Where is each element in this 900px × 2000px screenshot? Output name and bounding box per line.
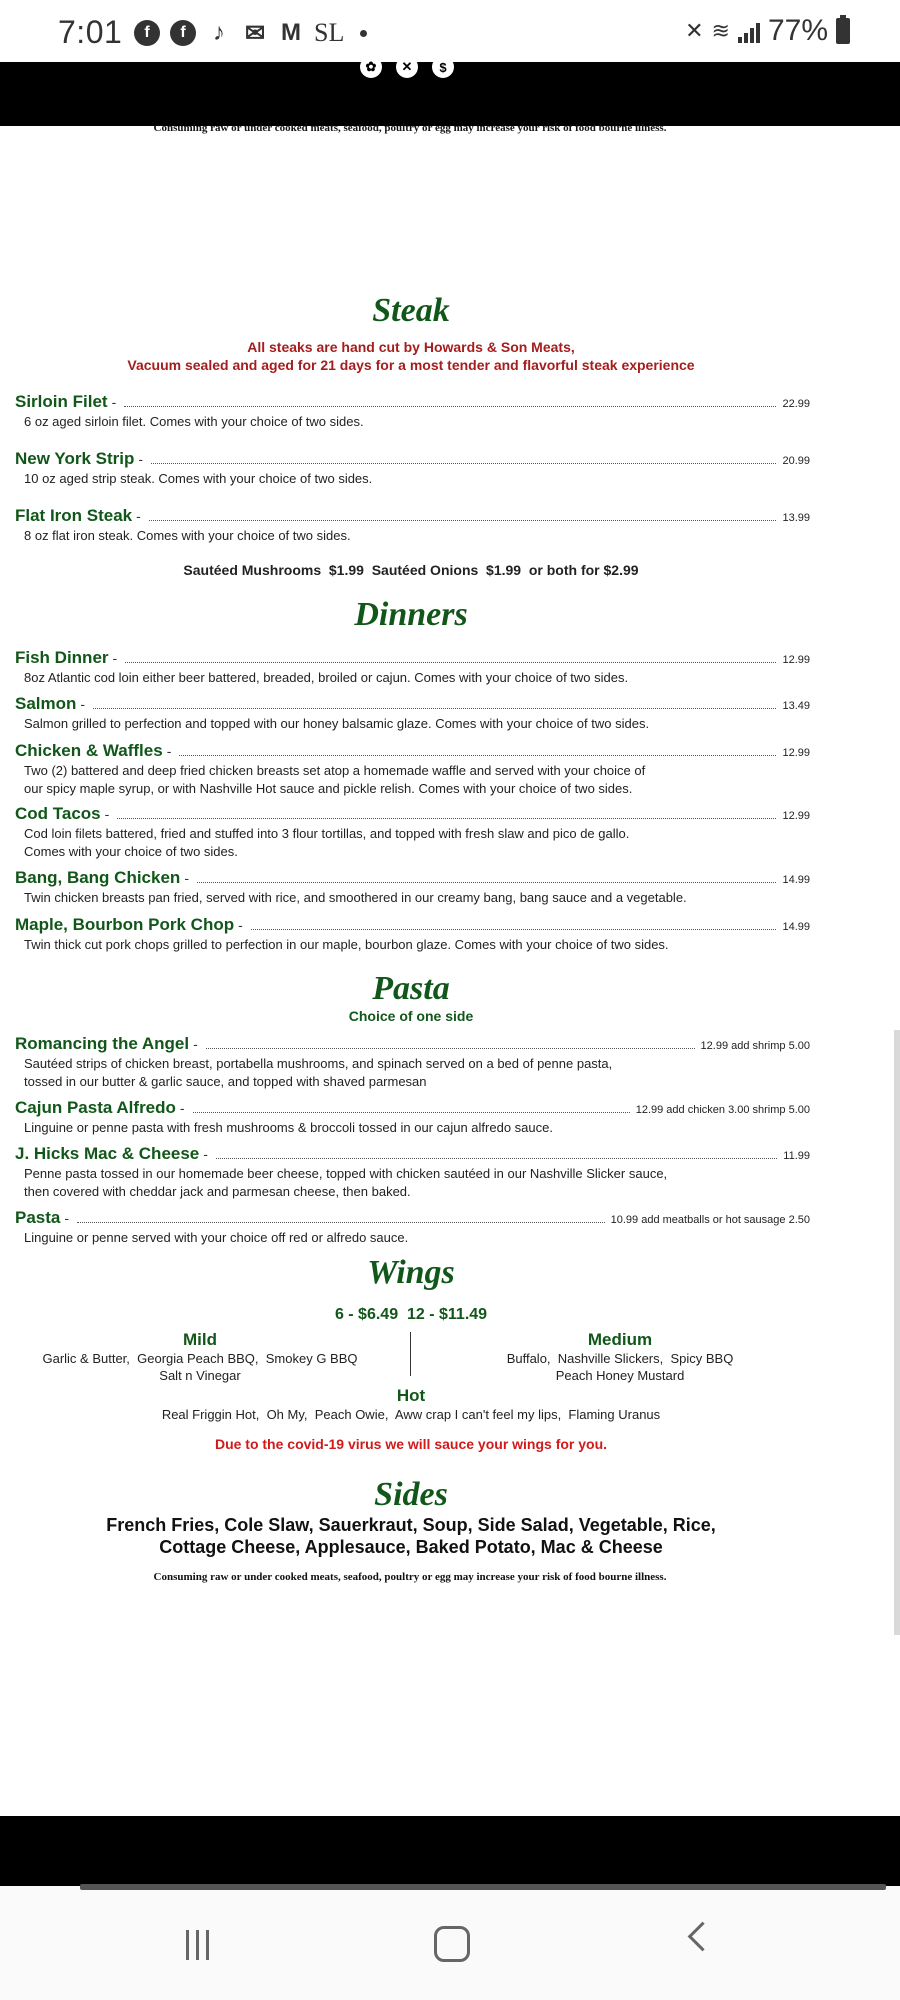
item-price: 12.99 — [782, 747, 810, 759]
wings-mild-label: Mild — [183, 1330, 217, 1349]
item-description: Linguine or penne pasta with fresh mushrooms & broccoli tossed in our cajun alfredo sauce. — [24, 1120, 553, 1135]
menu-item-salmon: Salmon - 13.49 Salmon grilled to perfection and topped with our honey balsamic glaze. Comes with your choice of two sides. — [15, 694, 810, 731]
item-description: 8 oz flat iron steak. Comes with your choice of two sides. — [24, 528, 351, 543]
menu-item-flat-iron-steak: Flat Iron Steak - 13.99 8 oz flat iron steak. Comes with your choice of two sides. — [15, 506, 810, 543]
food-disclaimer-bottom: Consuming raw or under cooked meats, seafood, poultry or egg may increase your risk of food bourne illness. — [153, 1571, 667, 1583]
wings-mild-flavors-2: Salt n Vinegar — [159, 1368, 241, 1383]
gmail-icon: M — [281, 19, 301, 46]
item-description: our spicy maple syrup, or with Nashville Hot sauce and pickle relish. Comes with your choice of two sides. — [24, 781, 633, 796]
wings-hot-flavors: Real Friggin Hot, Oh My, Peach Owie, Aww crap I can't feel my lips, Flaming Uranus — [161, 1407, 661, 1422]
item-name: Fish Dinner — [15, 648, 109, 667]
steak-note-line2: Vacuum sealed and aged for 21 days for a most tender and flavorful steak experience — [127, 357, 695, 373]
item-description: Two (2) battered and deep fried chicken breasts set atop a homemade waffle and served with your choice of — [24, 763, 646, 778]
recent-apps-button[interactable] — [186, 1930, 209, 1960]
steak-note — [0, 338, 822, 374]
item-price: 13.99 — [782, 512, 810, 524]
sides-line2: Cottage Cheese, Applesauce, Baked Potato, Mac & Cheese — [159, 1537, 663, 1557]
item-description: Sautéed strips of chicken breast, portabella mushrooms, and spinach served on a bed of penne pasta, — [24, 1056, 613, 1071]
item-description: tossed in our butter & garlic sauce, and topped with shaved parmesan — [24, 1074, 427, 1089]
wings-mild — [10, 1330, 390, 1384]
item-name: Sirloin Filet — [15, 392, 108, 411]
item-description: Comes with your choice of two sides. — [24, 844, 238, 859]
battery-icon — [836, 18, 850, 44]
menu-item-chicken-waffles: Chicken & Waffles - 12.99 Two (2) battered and deep fried chicken breasts set atop a homemade waffle and served with your choice of our spicy maple syrup, or with Nashville Hot sauce and pickle relish. Comes with your choice of two sides. — [15, 741, 810, 796]
dinners-title: Dinners — [354, 596, 468, 633]
item-price: 22.99 — [782, 398, 810, 410]
item-name: Pasta — [15, 1208, 61, 1227]
wings-divider — [410, 1332, 411, 1376]
status-time: 7:01 — [58, 14, 123, 50]
item-description: Penne pasta tossed in our homemade beer cheese, topped with chicken sautéed in our Nashville Slicker sauce, — [24, 1166, 668, 1181]
item-description: Salmon grilled to perfection and topped with our honey balsamic glaze. Comes with your choice of two sides. — [24, 716, 650, 731]
item-name: Cod Tacos — [15, 804, 101, 823]
toolbar-icons — [360, 56, 454, 78]
item-price: 11.99 — [783, 1150, 810, 1162]
steak-title: Steak — [372, 292, 450, 329]
sides-title: Sides — [374, 1476, 448, 1513]
item-description: Linguine or penne served with your choice off red or alfredo sauce. — [24, 1230, 409, 1245]
item-description: 8oz Atlantic cod loin either beer battered, breaded, broiled or cajun. Comes with your choice of two sides. — [24, 670, 629, 685]
scrollbar[interactable] — [894, 1030, 900, 1635]
share-icon[interactable]: $ — [432, 56, 454, 78]
item-name: Romancing the Angel — [15, 1034, 190, 1053]
settings-icon[interactable]: ✿ — [360, 56, 382, 78]
item-price: 12.99 add shrimp 5.00 — [700, 1040, 810, 1052]
item-name: Flat Iron Steak — [15, 506, 133, 525]
steak-addons: Sautéed Mushrooms $1.99 Sautéed Onions $1.99 or both for $2.99 — [183, 562, 639, 578]
item-name: Chicken & Waffles — [15, 741, 163, 760]
bottom-black-bar — [0, 1816, 900, 1886]
steak-note-line1: All steaks are hand cut by Howards & Son Meats, — [247, 339, 575, 355]
wings-hot — [0, 1386, 822, 1423]
mute-icon: ✕ — [685, 18, 704, 43]
item-price: 20.99 — [782, 455, 810, 467]
menu-item-fish-dinner: Fish Dinner - 12.99 8oz Atlantic cod loin either beer battered, breaded, broiled or cajun. Comes with your choice of two sides. — [15, 648, 810, 685]
sides-list — [0, 1514, 822, 1558]
battery-percent: 77% — [767, 14, 828, 47]
menu-item-cajun-pasta-alfredo: Cajun Pasta Alfredo - 12.99 add chicken 3.00 shrimp 5.00 Linguine or penne pasta with fresh mushrooms & broccoli tossed in our cajun alfredo sauce. — [15, 1098, 810, 1135]
close-icon[interactable]: ✕ — [396, 56, 418, 78]
menu-item-mac-cheese: J. Hicks Mac & Cheese - 11.99 Penne pasta tossed in our homemade beer cheese, topped with chicken sautéed in our Nashville Slicker sauce, then covered with cheddar jack and parmesan cheese, then baked. — [15, 1144, 810, 1199]
item-price: 14.99 — [782, 874, 810, 886]
sides-line1: French Fries, Cole Slaw, Sauerkraut, Soup, Side Salad, Vegetable, Rice, — [106, 1515, 716, 1535]
wings-mild-flavors: Garlic & Butter, Georgia Peach BBQ, Smokey G BBQ — [42, 1351, 358, 1366]
notification-icons — [134, 18, 367, 48]
menu-item-sirloin-filet: Sirloin Filet - 22.99 6 oz aged sirloin filet. Comes with your choice of two sides. — [15, 392, 810, 429]
home-button[interactable] — [434, 1926, 470, 1962]
item-price: 10.99 add meatballs or hot sausage 2.50 — [610, 1214, 810, 1226]
item-price: 13.49 — [782, 700, 810, 712]
status-bar — [0, 0, 900, 62]
item-name: Bang, Bang Chicken — [15, 868, 181, 887]
scroll-progress — [80, 1884, 886, 1890]
wings-title: Wings — [367, 1254, 455, 1291]
system-icons — [685, 14, 850, 48]
menu-item-pasta: Pasta - 10.99 add meatballs or hot sausage 2.50 Linguine or penne served with your choice off red or alfredo sauce. — [15, 1208, 810, 1245]
wings-medium — [430, 1330, 810, 1384]
facebook-icon: f — [170, 20, 196, 46]
item-price: 12.99 — [782, 654, 810, 666]
wings-prices: 6 - $6.49 12 - $11.49 — [334, 1306, 488, 1323]
facebook-icon: f — [134, 20, 160, 46]
item-description: 6 oz aged sirloin filet. Comes with your choice of two sides. — [24, 414, 364, 429]
signal-icon — [738, 19, 760, 43]
covid-note: Due to the covid-19 virus we will sauce your wings for you. — [214, 1436, 608, 1452]
navigation-bar — [0, 1886, 900, 2000]
menu-page — [0, 122, 900, 1816]
item-description: Twin thick cut pork chops grilled to perfection in our maple, bourbon glaze. Comes with your choice of two sides. — [24, 937, 669, 952]
item-description: 10 oz aged strip steak. Comes with your choice of two sides. — [24, 471, 373, 486]
menu-item-pork-chop: Maple, Bourbon Pork Chop - 14.99 Twin thick cut pork chops grilled to perfection in our maple, bourbon glaze. Comes with your choice of two sides. — [15, 915, 810, 952]
item-name: Salmon — [15, 694, 77, 713]
item-name: Maple, Bourbon Pork Chop — [15, 915, 235, 934]
more-notifications-icon — [360, 30, 367, 37]
item-price: 14.99 — [782, 921, 810, 933]
wifi-icon: ≋ — [711, 18, 730, 43]
menu-item-cod-tacos: Cod Tacos - 12.99 Cod loin filets battered, fried and stuffed into 3 flour tortillas, and topped with fresh slaw and pico de gallo. Comes with your choice of two sides. — [15, 804, 810, 859]
mail-icon: ✉ — [244, 19, 266, 47]
item-name: New York Strip — [15, 449, 135, 468]
top-black-bar — [0, 59, 900, 126]
wings-medium-label: Medium — [587, 1330, 653, 1349]
wings-hot-label: Hot — [396, 1386, 426, 1405]
item-description: Twin chicken breasts pan fried, served with rice, and smoothered in our creamy bang, bang sauce and a vegetable. — [24, 890, 687, 905]
menu-item-bang-bang-chicken: Bang, Bang Chicken - 14.99 Twin chicken breasts pan fried, served with rice, and smoothered in our creamy bang, bang sauce and a vegetable. — [15, 868, 810, 905]
item-description: Cod loin filets battered, fried and stuffed into 3 flour tortillas, and topped with fresh slaw and pico de gallo. — [24, 826, 630, 841]
menu-item-romancing-the-angel: Romancing the Angel - 12.99 add shrimp 5.00 Sautéed strips of chicken breast, portabella mushrooms, and spinach served on a bed of penne pasta, tossed in our butter & garlic sauce, and topped with shaved parmesan — [15, 1034, 810, 1089]
pasta-subtitle: Choice of one side — [348, 1008, 474, 1024]
carrier-text: SL — [314, 18, 345, 47]
item-price: 12.99 add chicken 3.00 shrimp 5.00 — [635, 1104, 810, 1116]
tiktok-icon: ♪ — [213, 19, 225, 46]
item-price: 12.99 — [782, 810, 810, 822]
back-button[interactable] — [688, 1922, 718, 1952]
wings-medium-flavors-2: Peach Honey Mustard — [555, 1368, 685, 1383]
item-name: Cajun Pasta Alfredo — [15, 1098, 176, 1117]
food-disclaimer: Consuming raw or under cooked meats, seafood, poultry or egg may increase your risk of food bourne illness. — [153, 122, 667, 134]
wings-medium-flavors: Buffalo, Nashville Slickers, Spicy BBQ — [506, 1351, 734, 1366]
item-name: J. Hicks Mac & Cheese — [15, 1144, 200, 1163]
item-description: then covered with cheddar jack and parmesan cheese, then baked. — [24, 1184, 411, 1199]
menu-item-new-york-strip: New York Strip - 20.99 10 oz aged strip steak. Comes with your choice of two sides. — [15, 449, 810, 486]
pasta-title: Pasta — [372, 970, 450, 1007]
